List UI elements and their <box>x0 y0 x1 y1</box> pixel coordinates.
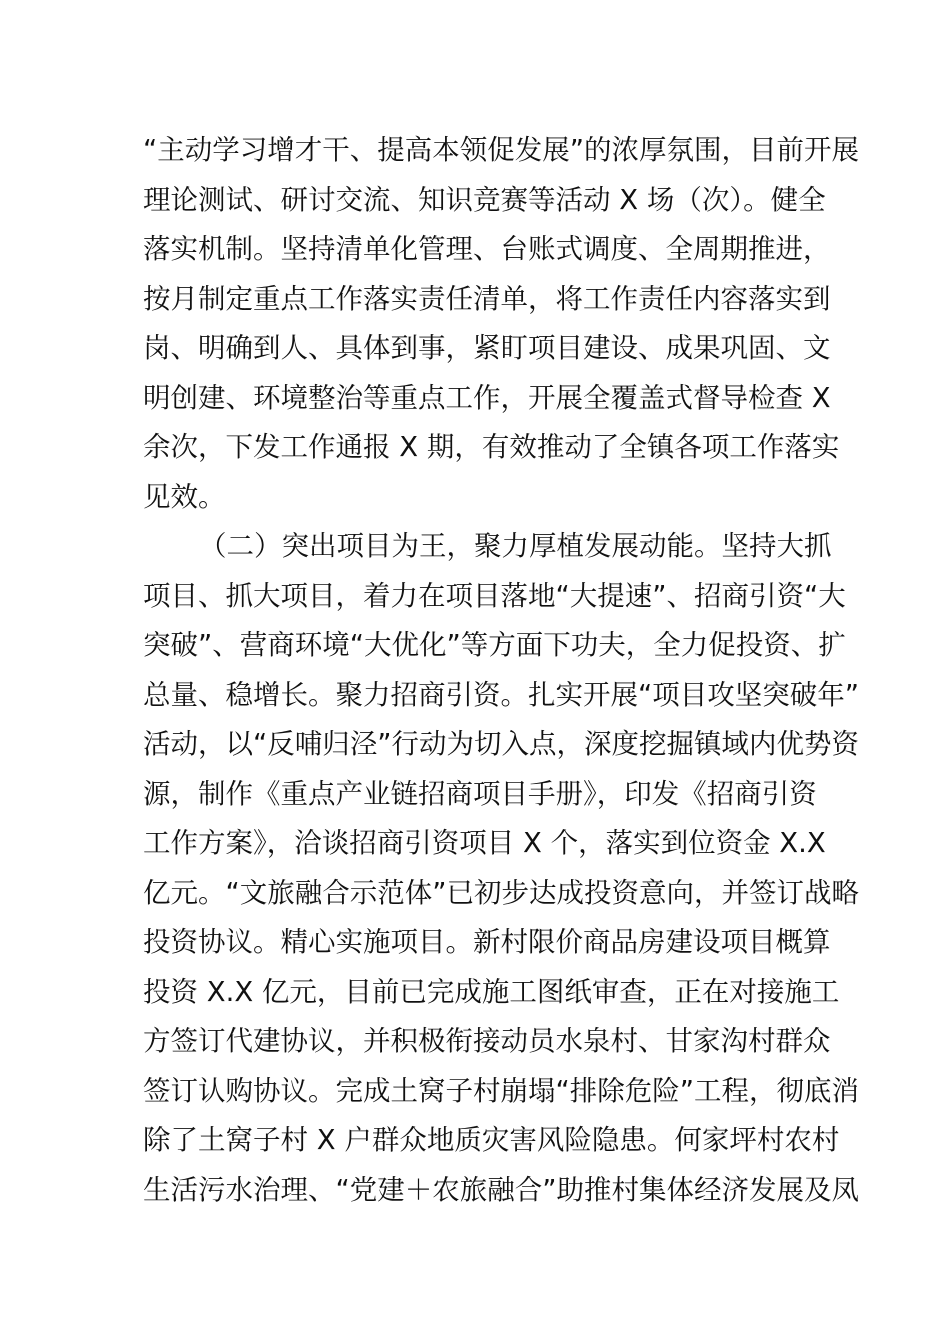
text-line: 项目、抓大项目，着力在项目落地“大提速”、招商引资“大 <box>143 579 846 612</box>
text-line: 投资 X.X 亿元，目前已完成施工图纸审查，正在对接施工 <box>143 975 840 1008</box>
text-line: 工作方案》，洽谈招商引资项目 X 个，落实到位资金 X.X <box>143 827 826 859</box>
text-line: 方签订代建协议，并积极衔接动员水泉村、甘家沟村群众 <box>143 1025 831 1057</box>
text-line: 总量、稳增长。聚力招商引资。扎实开展“项目攻坚突破年” <box>143 678 859 711</box>
text-line: 明创建、环境整治等重点工作，开展全覆盖式督导检查 X <box>143 381 831 414</box>
text-line: 源，制作《重点产业链招商项目手册》，印发《招商引资 <box>143 777 817 810</box>
text-line: 理论测试、研讨交流、知识竞赛等活动 X 场（次）。健全 <box>143 183 826 216</box>
text-line: 按月制定重点工作落实责任清单，将工作责任内容落实到 <box>143 282 831 315</box>
text-line: 投资协议。精心实施项目。新村限价商品房建设项目概算 <box>143 926 831 958</box>
text-line: 余次，下发工作通报 X 期，有效推动了全镇各项工作落实 <box>143 431 840 463</box>
text-line: 亿元。“文旅融合示范体”已初步达成投资意向，并签订战略 <box>143 876 859 909</box>
text-line: 除了土窝子村 X 户群众地质灾害风险隐患。何家坪村农村 <box>143 1124 840 1156</box>
document-body <box>143 126 859 1215</box>
text-line: 活动，以“反哺归泾”行动为切入点，深度挖掘镇域内优势资 <box>143 728 859 760</box>
text-line: “主动学习增才干、提高本领促发展”的浓厚氛围，目前开展 <box>143 134 859 166</box>
paragraph-2 <box>143 522 859 1215</box>
text-line: 生活污水治理、“党建＋农旅融合”助推村集体经济发展及凤 <box>143 1173 859 1206</box>
text-line: 岗、明确到人、具体到事，紧盯项目建设、成果巩固、文 <box>143 332 831 364</box>
text-line: 落实机制。坚持清单化管理、台账式调度、全周期推进， <box>143 233 831 265</box>
text-line: 突破”、营商环境“大优化”等方面下功夫，全力促投资、扩 <box>143 629 846 661</box>
text-line: 签订认购协议。完成土窝子村崩塌“排除危险”工程，彻底消 <box>143 1074 859 1107</box>
paragraph-1 <box>143 126 859 522</box>
section-heading-line: （二）突出项目为王，聚力厚植发展动能。坚持大抓 <box>199 530 832 562</box>
text-line: 见效。 <box>143 480 226 513</box>
